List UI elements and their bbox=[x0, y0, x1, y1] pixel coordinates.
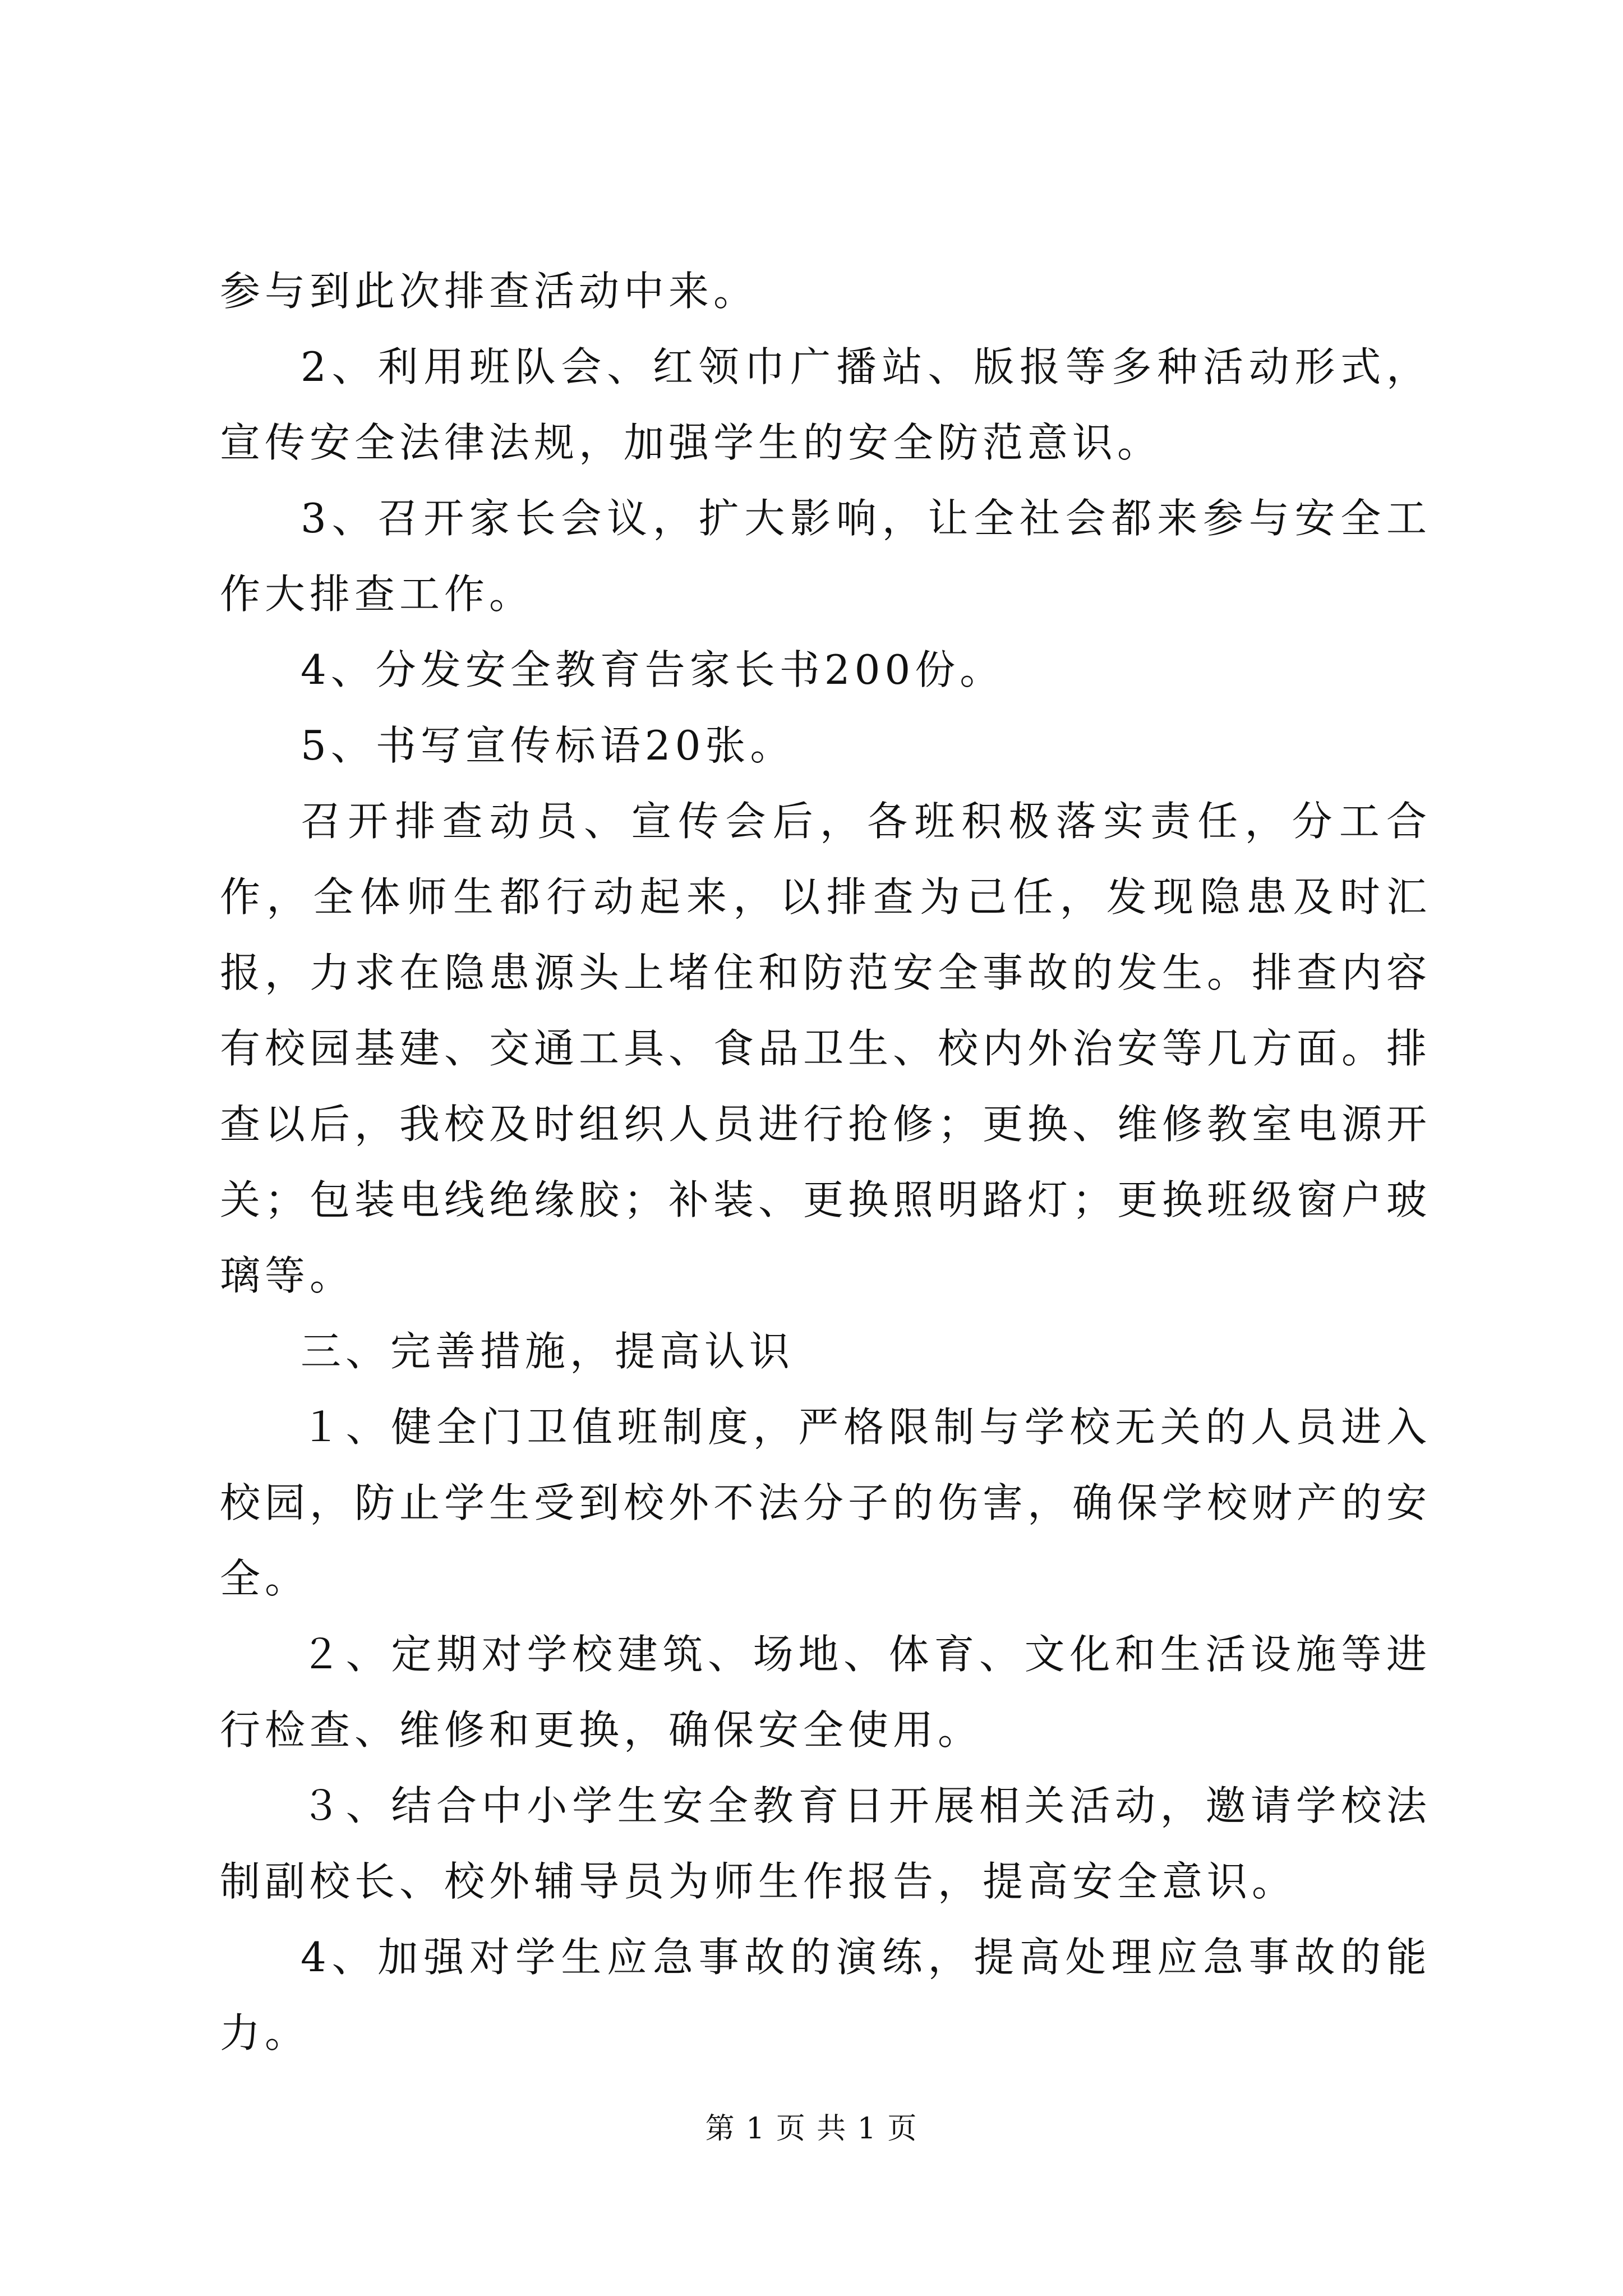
paragraph: １、健全门卫值班制度，严格限制与学校无关的人员进入校园，防止学生受到校外不法分子的伤害，确保学校财产的安全。 bbox=[220, 1404, 1432, 1602]
paragraph: 2、利用班队会、红领巾广播站、版报等多种活动形式，宣传安全法律法规，加强学生的安全防范意识。 bbox=[220, 343, 1431, 466]
paragraph: 召开排查动员、宣传会后，各班积极落实责任，分工合作，全体师生都行动起来，以排查为己任，发现隐患及时汇报，力求在隐患源头上堵住和防范安全事故的发生。排查内容有校园基建、交通工具、食品卫生、校内外治安等几方面。排查以后，我校及时组织人员进行抢修；更换、维修教室电源开关；包装电线绝缘胶；补装、更换照明路灯；更换班级窗户玻璃等。 bbox=[220, 798, 1432, 1299]
page-footer bbox=[0, 2109, 1623, 2148]
paragraph: ２、定期对学校建筑、场地、体育、文化和生活设施等进行检查、维修和更换，确保安全使用。 bbox=[220, 1631, 1431, 1754]
paragraph: 3、召开家长会议，扩大影响，让全社会都来参与安全工作大排查工作。 bbox=[220, 495, 1431, 618]
paragraph: 4、分发安全教育告家长书200份。 bbox=[301, 646, 1005, 693]
paragraph: 4、加强对学生应急事故的演练，提高处理应急事故的能力。 bbox=[220, 1934, 1431, 2056]
page-number-label: 第 1 页 共 1 页 bbox=[705, 2112, 918, 2146]
paragraph: 5、书写宣传标语20张。 bbox=[301, 722, 795, 769]
paragraph: 参与到此次排查活动中来。 bbox=[220, 268, 759, 315]
document-body bbox=[220, 254, 1431, 2071]
section-heading: 三、完善措施，提高认识 bbox=[301, 1328, 795, 1375]
paragraph: ３、结合中小学生安全教育日开展相关活动，邀请学校法制副校长、校外辅导员为师生作报告，提高安全意识。 bbox=[220, 1782, 1431, 1905]
